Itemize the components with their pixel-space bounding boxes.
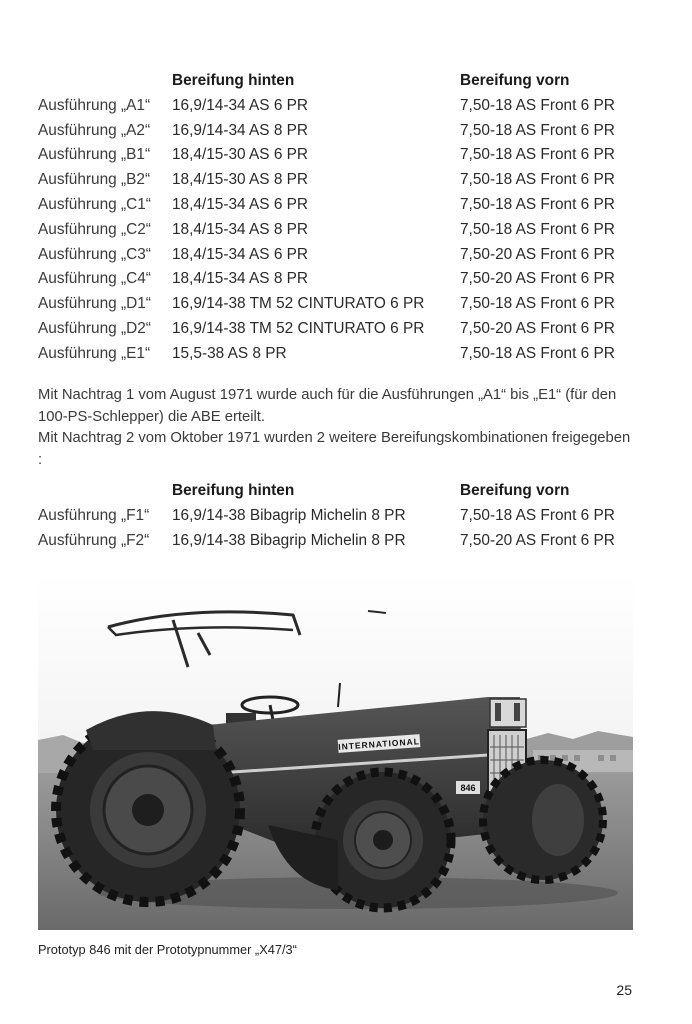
variant-cell: Ausführung „D1“ <box>38 295 151 313</box>
rear-tire-cell: 16,9/14-38 Bibagrip Michelin 8 PR <box>172 531 406 549</box>
rear-tire-cell: 18,4/15-34 AS 8 PR <box>172 270 309 288</box>
variant-cell: Ausführung „F2“ <box>38 531 150 549</box>
rear-tire-cell: 16,9/14-34 AS 8 PR <box>172 121 309 139</box>
front-tire-cell: 7,50-20 AS Front 6 PR <box>460 531 615 549</box>
rear-tire-cell: 18,4/15-34 AS 6 PR <box>172 245 309 263</box>
rear-tire-cell: 18,4/15-30 AS 6 PR <box>172 146 309 164</box>
model-label: 846 <box>460 783 476 793</box>
rear-tire-cell: 18,4/15-34 AS 6 PR <box>172 195 309 213</box>
front-tire-cell: 7,50-20 AS Front 6 PR <box>460 319 615 337</box>
variant-cell: Ausführung „C2“ <box>38 220 151 238</box>
header-front-tires: Bereifung vorn <box>460 482 570 499</box>
front-tire-cell: 7,50-20 AS Front 6 PR <box>460 270 615 288</box>
variant-cell: Ausführung „F1“ <box>38 506 150 524</box>
front-tire-cell: 7,50-18 AS Front 6 PR <box>460 344 615 362</box>
variant-cell: Ausführung „A1“ <box>38 96 151 114</box>
rear-tire-cell: 15,5-38 AS 8 PR <box>172 344 287 362</box>
front-wheel-right <box>483 760 603 880</box>
variant-cell: Ausführung „E1“ <box>38 344 151 362</box>
variant-cell: Ausführung „A2“ <box>38 121 151 139</box>
header-rear-tires: Bereifung hinten <box>172 482 295 499</box>
rear-tire-cell: 16,9/14-38 TM 52 CINTURATO 6 PR <box>172 319 425 337</box>
variant-cell: Ausführung „C4“ <box>38 270 151 288</box>
header-front-tires: Bereifung vorn <box>460 72 570 89</box>
rear-tire-cell: 16,9/14-38 Bibagrip Michelin 8 PR <box>172 506 406 524</box>
rear-tire-cell: 18,4/15-30 AS 8 PR <box>172 171 309 189</box>
paragraph-nachtrag-1: Mit Nachtrag 1 vom August 1971 wurde auch für die Ausführungen „A1“ bis „E1“ (für den 100-PS-Schlepper) die ABE erteilt. <box>38 387 617 425</box>
front-tire-cell: 7,50-18 AS Front 6 PR <box>460 220 615 238</box>
variant-cell: Ausführung „C3“ <box>38 245 151 263</box>
rear-tire-cell: 16,9/14-34 AS 6 PR <box>172 96 309 114</box>
front-tire-cell: 7,50-18 AS Front 6 PR <box>460 171 615 189</box>
variant-cell: Ausführung „B1“ <box>38 146 151 164</box>
header-rear-tires: Bereifung hinten <box>172 72 295 89</box>
brand-label: INTERNATIONAL <box>337 736 421 752</box>
front-tire-cell: 7,50-18 AS Front 6 PR <box>460 146 615 164</box>
variant-cell: Ausführung „B2“ <box>38 171 151 189</box>
variant-cell: Ausführung „D2“ <box>38 319 151 337</box>
front-tire-cell: 7,50-18 AS Front 6 PR <box>460 96 615 114</box>
front-tire-cell: 7,50-18 AS Front 6 PR <box>460 506 615 524</box>
front-tire-cell: 7,50-18 AS Front 6 PR <box>460 121 615 139</box>
tractor-photo <box>38 575 633 930</box>
front-tire-cell: 7,50-18 AS Front 6 PR <box>460 295 615 313</box>
page-number: 25 <box>616 982 632 998</box>
front-tire-cell: 7,50-20 AS Front 6 PR <box>460 245 615 263</box>
paragraph-nachtrag-2: Mit Nachtrag 2 vom Oktober 1971 wurden 2 weitere Bereifungskombinationen freigegeben : <box>38 430 631 468</box>
front-tire-cell: 7,50-18 AS Front 6 PR <box>460 195 615 213</box>
variant-cell: Ausführung „C1“ <box>38 195 151 213</box>
rear-tire-cell: 16,9/14-38 TM 52 CINTURATO 6 PR <box>172 295 425 313</box>
rear-tire-cell: 18,4/15-34 AS 8 PR <box>172 220 309 238</box>
photo-caption: Prototyp 846 mit der Prototypnummer „X47/3“ <box>38 942 297 957</box>
